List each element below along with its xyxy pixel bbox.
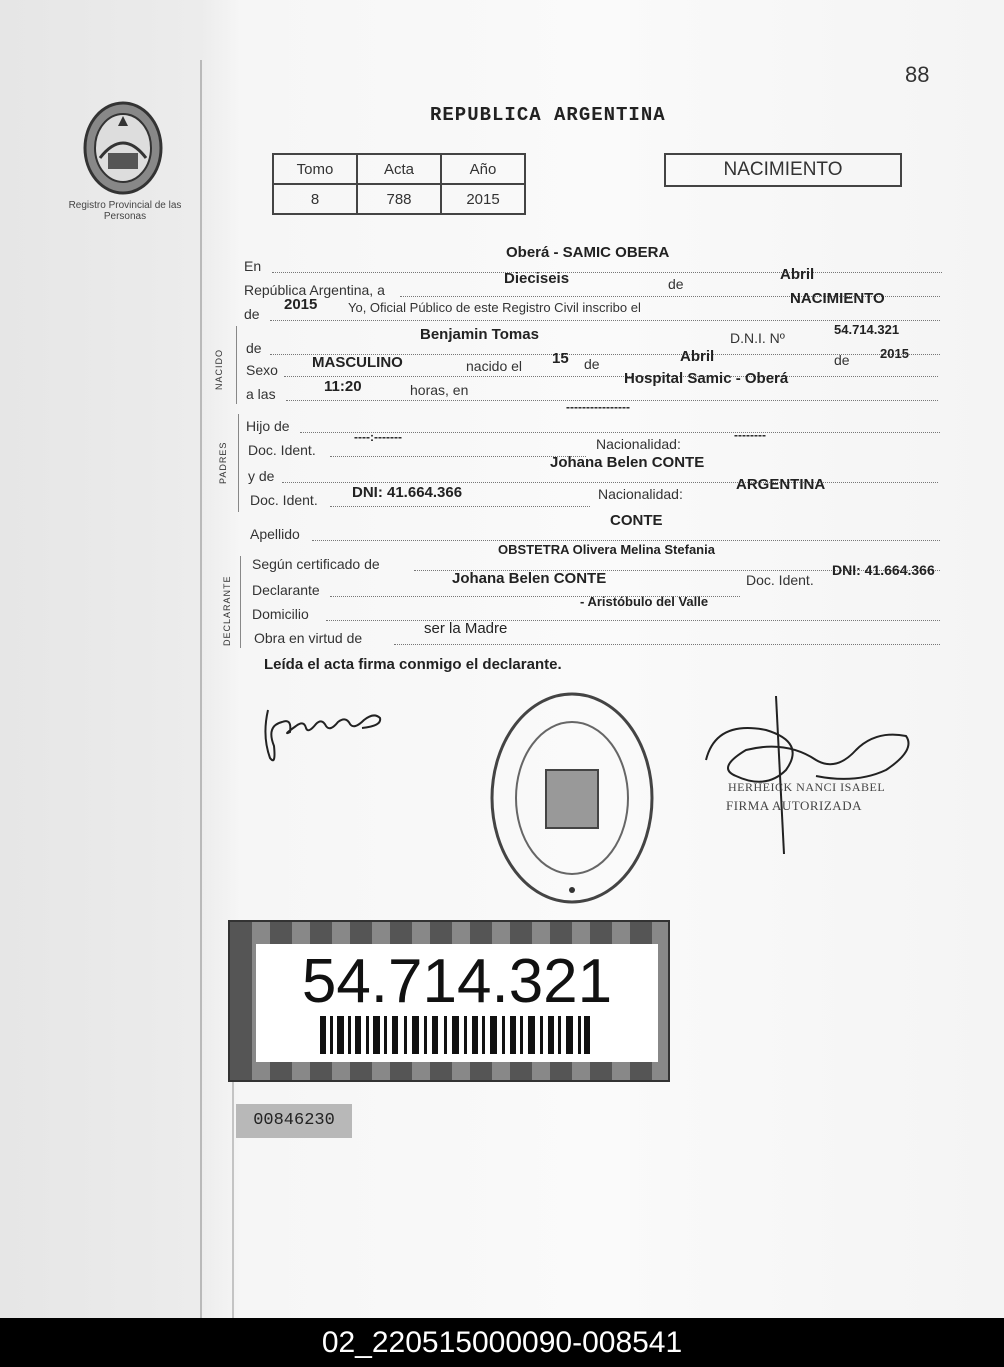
birth-time: 11:20: [324, 378, 362, 395]
year-prefix-label: de: [244, 306, 260, 322]
dotted-line: [330, 456, 586, 457]
col-tomo-header: Tomo: [273, 154, 357, 184]
anio-value: 2015: [441, 184, 525, 214]
closing-statement: Leída el acta firma conmigo el declarante.: [264, 656, 562, 673]
father-doc: ----:-------: [354, 430, 402, 444]
mother-doc-label: Doc. Ident.: [250, 492, 318, 508]
declarante-doc: DNI: 41.664.366: [832, 562, 935, 578]
father-nationality: --------: [734, 428, 766, 442]
day-text: Dieciseis: [504, 270, 570, 287]
mother-doc: DNI: 41.664.366: [352, 484, 463, 501]
barcode-icon: [320, 1016, 590, 1054]
obra-value: ser la Madre: [424, 620, 508, 637]
en-label: En: [244, 258, 262, 274]
father-nac-label: Nacionalidad:: [596, 436, 681, 452]
month-value: Abril: [780, 266, 815, 283]
registry-seal-icon: [488, 690, 656, 906]
horas-label: horas, en: [410, 382, 469, 398]
hijo-de-label: Hijo de: [246, 418, 290, 434]
nacido-de-label: de: [246, 340, 262, 356]
official-signature-icon: [696, 690, 922, 860]
domicilio-label: Domicilio: [252, 606, 309, 622]
page-number: 88: [905, 62, 930, 87]
birth-day: 15: [552, 350, 569, 367]
dotted-line: [272, 272, 942, 273]
inscribe-value: NACIMIENTO: [790, 290, 885, 307]
serial-number: 00846230: [236, 1104, 352, 1138]
nacido-section-label: NACIDO: [214, 348, 224, 390]
apellido-label: Apellido: [250, 526, 300, 542]
col-acta-header: Acta: [357, 154, 441, 184]
dni-label: D.N.I. Nº: [730, 330, 785, 346]
birth-month: Abril: [680, 348, 715, 365]
cert-value: OBSTETRA Olivera Melina Stefania: [498, 542, 715, 557]
section-divider: [236, 326, 237, 404]
dotted-line: [270, 320, 940, 321]
sexo-value: MASCULINO: [312, 354, 403, 371]
padres-section-label: PADRES: [218, 441, 228, 484]
dotted-line: [312, 540, 940, 541]
domicilio-value: - Aristóbulo del Valle: [580, 594, 709, 609]
birth-place: Hospital Samic - Oberá: [624, 370, 789, 387]
mother-nationality: ARGENTINA: [736, 476, 826, 493]
nacido-el-label: nacido el: [466, 358, 523, 374]
document-title: REPUBLICA ARGENTINA: [430, 104, 666, 126]
official-title: FIRMA AUTORIZADA: [726, 798, 862, 813]
emblem-label: Registro Provincial de las Personas: [68, 200, 182, 222]
de-label: de: [668, 276, 684, 292]
declarante-name: Johana Belen CONTE: [452, 570, 607, 587]
declarante-doc-label: Doc. Ident.: [746, 572, 814, 588]
margin-rule: [200, 60, 202, 1318]
oficial-text: Yo, Oficial Público de este Registro Civil inscribo el: [348, 300, 641, 315]
section-divider: [240, 556, 241, 648]
dotted-line: [284, 376, 938, 377]
de-label-3: de: [834, 352, 850, 368]
y-de-label: y de: [248, 468, 275, 484]
obra-label: Obra en virtud de: [254, 630, 363, 646]
cert-label: Según certificado de: [252, 556, 380, 572]
birth-year: 2015: [880, 346, 909, 361]
place-value: Oberá - SAMIC OBERA: [506, 244, 670, 261]
declarante-label: Declarante: [252, 582, 320, 598]
a-las-label: a las: [246, 386, 276, 402]
declarante-section-label: DECLARANTE: [222, 575, 232, 646]
acta-value: 788: [357, 184, 441, 214]
tomo-value: 8: [273, 184, 357, 214]
child-dni: 54.714.321: [834, 322, 900, 337]
child-name: Benjamin Tomas: [420, 326, 539, 343]
father-doc-label: Doc. Ident.: [248, 442, 316, 458]
republica-label: República Argentina, a: [244, 282, 385, 298]
dotted-line: [330, 506, 590, 507]
dotted-line: [326, 620, 940, 621]
act-type-box: NACIMIENTO: [664, 153, 902, 187]
official-name: HERHEICK NANCI ISABEL: [728, 780, 886, 794]
declarant-signature-icon: [252, 696, 388, 768]
dotted-line: [282, 482, 938, 483]
sexo-label: Sexo: [246, 362, 278, 378]
dotted-line: [394, 644, 940, 645]
col-anio-header: Año: [441, 154, 525, 184]
province-emblem-icon: [78, 98, 168, 198]
apellido-value: CONTE: [610, 512, 663, 529]
father-name: ----------------: [566, 400, 630, 414]
section-divider: [238, 414, 239, 512]
mother-nac-label: Nacionalidad:: [598, 486, 683, 502]
year-value: 2015: [284, 296, 318, 313]
mother-name: Johana Belen CONTE: [550, 454, 705, 471]
registry-table: [272, 153, 526, 215]
barcode-number: 54.714.321: [301, 947, 613, 1016]
de-label-2: de: [584, 356, 600, 372]
footer-filename: 02_220515000090-008541: [0, 1318, 1004, 1367]
